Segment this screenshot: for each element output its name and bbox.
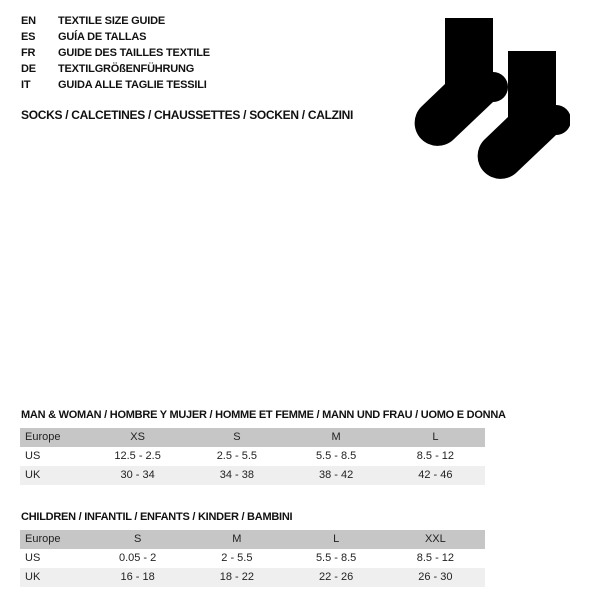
size-cell: 38 - 42 xyxy=(319,469,354,481)
size-cell: 0.05 - 2 xyxy=(118,552,157,564)
language-label: GUIDE DES TAILLES TEXTILE xyxy=(58,47,210,59)
size-table-man-woman xyxy=(20,409,506,485)
category-heading: SOCKS / CALCETINES / CHAUSSETTES / SOCKEN / CALZINI xyxy=(21,108,354,122)
size-cell: 8.5 - 12 xyxy=(416,552,455,564)
table-row-us xyxy=(20,549,485,568)
size-cell: 2 - 5.5 xyxy=(221,552,253,564)
language-code: FR xyxy=(21,47,36,59)
sock-back-icon xyxy=(415,18,508,146)
language-code: IT xyxy=(21,79,31,91)
language-code: EN xyxy=(21,15,36,27)
header-cell-region: Europe xyxy=(25,533,61,545)
header-cell-size: M xyxy=(232,533,242,545)
region-cell: US xyxy=(25,450,41,462)
language-row-de xyxy=(21,61,210,77)
table-header-row xyxy=(20,530,485,549)
size-cell: 26 - 30 xyxy=(418,571,453,583)
language-code: ES xyxy=(21,31,36,43)
table-row-uk xyxy=(20,466,485,485)
table-title: CHILDREN / INFANTIL / ENFANTS / KINDER / BAMBINI xyxy=(21,511,293,523)
table-row-uk xyxy=(20,568,485,587)
header-cell-size: S xyxy=(233,431,241,443)
table-header-row xyxy=(20,428,485,447)
size-cell: 42 - 46 xyxy=(418,469,453,481)
region-cell: UK xyxy=(25,469,41,481)
header-cell-size: L xyxy=(333,533,340,545)
header-cell-region: Europe xyxy=(25,431,61,443)
size-cell: 22 - 26 xyxy=(319,571,354,583)
table-title: MAN & WOMAN / HOMBRE Y MUJER / HOMME ET FEMME / MANN UND FRAU / UOMO E DONNA xyxy=(21,409,506,421)
size-cell: 5.5 - 8.5 xyxy=(315,552,357,564)
size-cell: 34 - 38 xyxy=(219,469,254,481)
header-cell-size: XXL xyxy=(424,533,446,545)
language-label: TEXTILGRÖßENFÜHRUNG xyxy=(58,63,195,75)
language-list xyxy=(21,13,210,93)
language-label: TEXTILE SIZE GUIDE xyxy=(58,15,166,27)
header-cell-size: XS xyxy=(130,431,145,443)
language-row-en xyxy=(21,13,210,29)
region-cell: UK xyxy=(25,571,41,583)
language-code: DE xyxy=(21,63,36,75)
size-cell: 8.5 - 12 xyxy=(416,450,455,462)
socks-icon xyxy=(395,10,570,185)
language-label: GUIDA ALLE TAGLIE TESSILI xyxy=(58,79,207,91)
size-cell: 30 - 34 xyxy=(120,469,155,481)
language-label: GUÍA DE TALLAS xyxy=(58,31,147,43)
size-cell: 16 - 18 xyxy=(120,571,155,583)
table-row-us xyxy=(20,447,485,466)
size-cell: 2.5 - 5.5 xyxy=(216,450,258,462)
language-row-fr xyxy=(21,45,210,61)
size-cell: 18 - 22 xyxy=(219,571,254,583)
language-row-es xyxy=(21,29,210,45)
size-table-children xyxy=(20,511,485,587)
language-row-it xyxy=(21,77,210,93)
header-cell-size: S xyxy=(133,533,142,545)
region-cell: US xyxy=(25,552,41,564)
size-cell: 12.5 - 2.5 xyxy=(114,450,161,462)
header-cell-size: M xyxy=(331,431,341,443)
header-cell-size: L xyxy=(432,431,439,443)
size-cell: 5.5 - 8.5 xyxy=(315,450,357,462)
